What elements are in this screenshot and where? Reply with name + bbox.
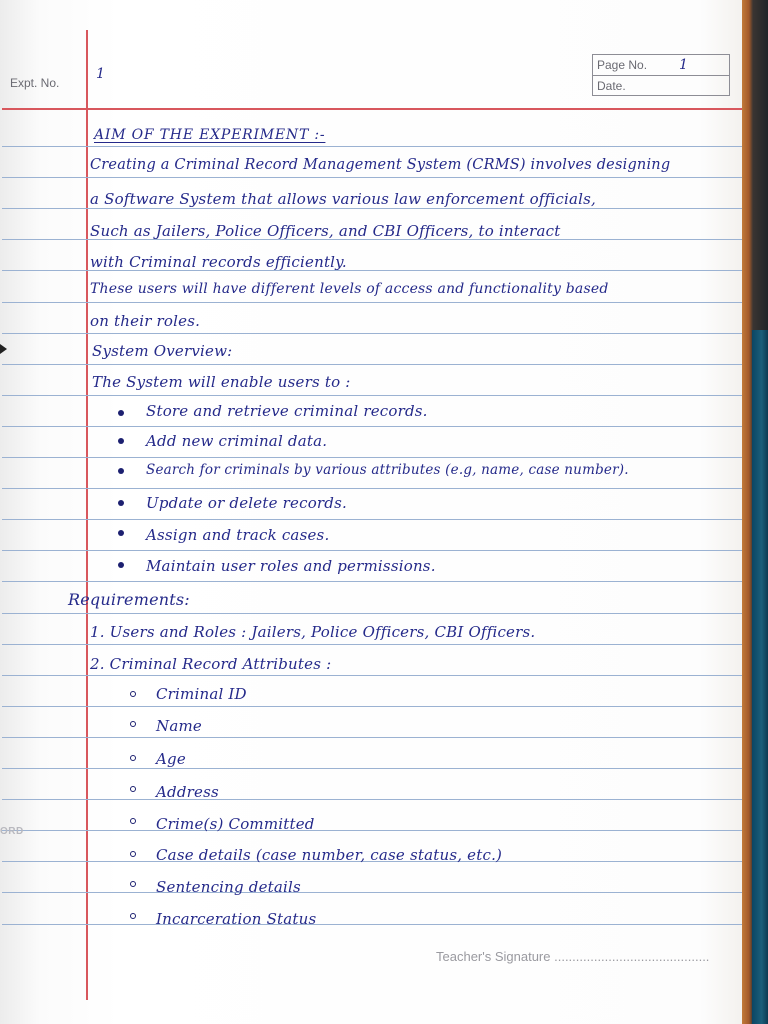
intro-line: on their roles. — [90, 312, 201, 330]
overview-intro: The System will enable users to : — [92, 373, 351, 391]
intro-line: These users will have different levels of access and functionality based — [90, 281, 609, 297]
ruled-line — [2, 364, 742, 365]
ruled-line — [2, 488, 742, 489]
brand-logo: ORD — [0, 826, 24, 837]
overview-bullet: Maintain user roles and permissions. — [146, 557, 436, 575]
circle-bullet-icon — [130, 881, 136, 887]
attribute-item: Name — [156, 717, 202, 735]
attribute-item: Sentencing details — [156, 878, 301, 896]
circle-bullet-icon — [130, 721, 136, 727]
ruled-line — [2, 302, 742, 303]
bullet-icon — [118, 468, 124, 474]
attribute-item: Case details (case number, case status, etc.) — [156, 846, 503, 864]
ruled-line — [2, 519, 742, 520]
page-no-label: Page No. — [597, 58, 648, 72]
page-no-row — [593, 55, 729, 76]
expt-no-value: 1 — [96, 66, 105, 82]
attribute-item: Age — [156, 750, 186, 768]
overview-heading: System Overview: — [92, 342, 233, 360]
ruled-line — [2, 799, 742, 800]
bullet-icon — [118, 530, 124, 536]
bullet-icon — [118, 438, 124, 444]
intro-line: a Software System that allows various law enforcement officials, — [90, 190, 596, 208]
date-label: Date. — [597, 79, 626, 93]
page-date-box — [592, 54, 730, 96]
page-no-value: 1 — [679, 57, 688, 73]
ruled-line — [2, 426, 742, 427]
circle-bullet-icon — [130, 818, 136, 824]
ruled-line — [2, 675, 742, 676]
circle-bullet-icon — [130, 691, 136, 697]
ruled-line — [2, 892, 742, 893]
overview-bullet: Add new criminal data. — [146, 432, 328, 450]
binding-mark — [0, 344, 7, 354]
intro-line: Creating a Criminal Record Management System (CRMS) involves designing — [90, 157, 671, 173]
ruled-line — [2, 581, 742, 582]
ruled-line — [2, 830, 742, 831]
overview-bullet: Assign and track cases. — [146, 526, 330, 544]
requirement-item: 2. Criminal Record Attributes : — [90, 655, 332, 673]
bullet-icon — [118, 562, 124, 568]
top-rule — [2, 108, 742, 110]
ruled-line — [2, 177, 742, 178]
ruled-line — [2, 706, 742, 707]
bullet-icon — [118, 500, 124, 506]
attribute-item: Criminal ID — [156, 685, 247, 703]
circle-bullet-icon — [130, 913, 136, 919]
requirements-heading: Requirements: — [68, 590, 190, 609]
ruled-line — [2, 208, 742, 209]
circle-bullet-icon — [130, 755, 136, 761]
intro-line: with Criminal records efficiently. — [90, 253, 347, 271]
ruled-line — [2, 395, 742, 396]
teacher-signature: Teacher's Signature ........................................... — [436, 949, 710, 964]
margin-line — [86, 30, 88, 1000]
date-row — [593, 76, 729, 96]
attribute-item: Incarceration Status — [156, 910, 317, 928]
ruled-line — [2, 146, 742, 147]
notebook-cover-edge — [742, 0, 768, 1024]
circle-bullet-icon — [130, 786, 136, 792]
circle-bullet-icon — [130, 851, 136, 857]
ruled-line — [2, 613, 742, 614]
ruled-line — [2, 737, 742, 738]
ruled-line — [2, 924, 742, 925]
ruled-line — [2, 768, 742, 769]
expt-no-label: Expt. No. — [10, 76, 60, 90]
requirement-item: 1. Users and Roles : Jailers, Police Officers, CBI Officers. — [90, 623, 536, 641]
ruled-line — [2, 457, 742, 458]
ruled-line — [2, 333, 742, 334]
overview-bullet: Update or delete records. — [146, 494, 347, 512]
bullet-icon — [118, 410, 124, 416]
ruled-line — [2, 644, 742, 645]
intro-line: Such as Jailers, Police Officers, and CBI Officers, to interact — [90, 222, 561, 240]
attribute-item: Address — [156, 783, 219, 801]
aim-heading: AIM OF THE EXPERIMENT :- — [94, 127, 326, 143]
overview-bullet: Search for criminals by various attributes (e.g, name, case number). — [146, 462, 629, 478]
overview-bullet: Store and retrieve criminal records. — [146, 402, 428, 420]
attribute-item: Crime(s) Committed — [156, 815, 315, 833]
ruled-line — [2, 550, 742, 551]
